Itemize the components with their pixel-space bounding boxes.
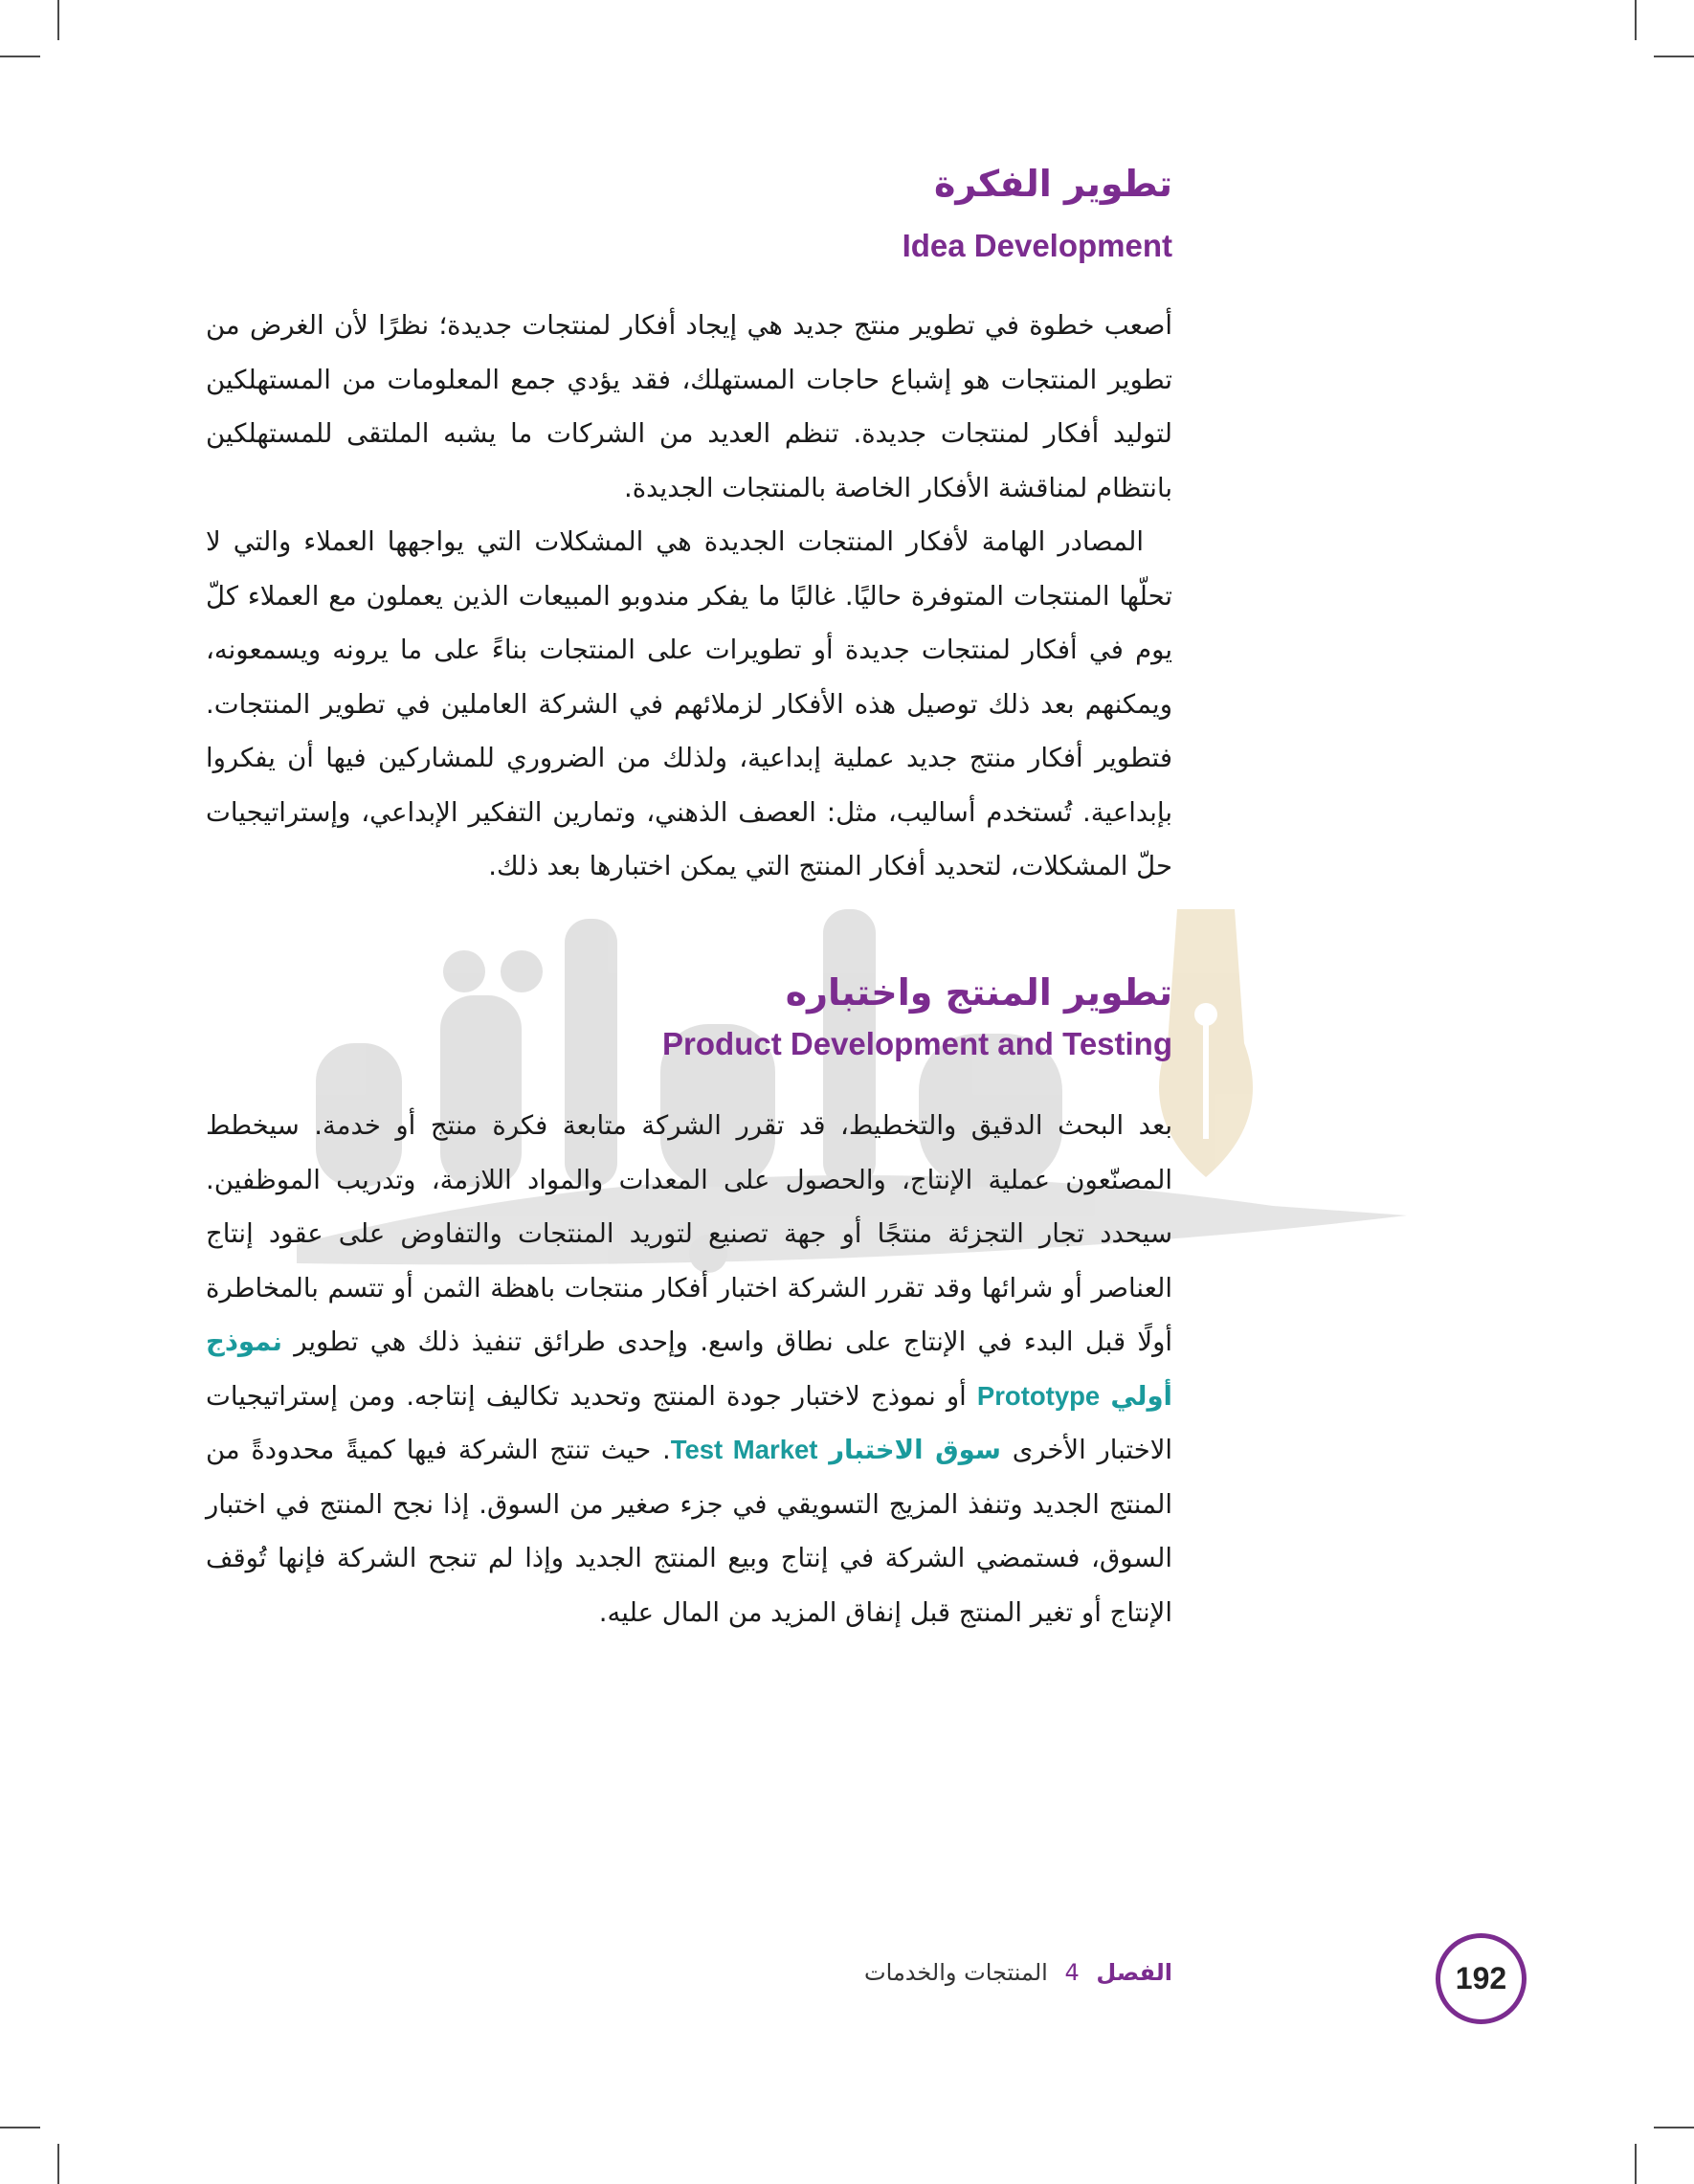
section2-text-part1: بعد البحث الدقيق والتخطيط، قد تقرر الشركة متابعة فكرة منتج أو خدمة. سيخطط المصنّعون عملية الإنتاج، والحصول على المعدات والمواد اللازمة، وتدريب الموظفين. سيحدد تجار التجزئة منتجًا أو جهة تصنيع لتوريد المنتجات والتفاوض على عقود إنتاج العناصر أو شرائها وقد تقرر الشركة اختبار أفكار منتجات باهظة الثمن أو تتسم بالمخاطرة أولًا قبل البدء في الإنتاج على نطاق واسع. وإحدى طرائق تنفيذ ذلك هي تطوير <box>206 1110 1172 1357</box>
section2-paragraph <box>206 1099 1172 1639</box>
term-test-market-en: Test Market <box>670 1435 818 1464</box>
section1-title-en: Idea Development <box>902 228 1172 263</box>
section2-title-en: Product Development and Testing <box>662 1026 1172 1061</box>
crop-mark-bottom-right-h <box>1654 2127 1694 2128</box>
section1-paragraph1: أصعب خطوة في تطوير منتج جديد هي إيجاد أفكار لمنتجات جديدة؛ نظرًا لأن الغرض من تطوير المنتجات هو إشباع حاجات المستهلك، فقد يؤدي جمع المعلومات من المستهلكين لتوليد أفكار لمنتجات جديدة. تنظم العديد من الشركات ما يشبه الملتقى للمستهلكين بانتظام لمناقشة الأفكار الخاصة بالمنتجات الجديدة. <box>206 310 1172 503</box>
section2-title-ar: تطوير المنتج واختباره <box>785 971 1172 1014</box>
term-prototype-ar: نموذج أولي <box>206 1326 1172 1412</box>
crop-mark-bottom-left-v <box>57 2144 59 2184</box>
footer-chapter-info <box>864 1959 1172 1986</box>
section1-paragraph2: المصادر الهامة لأفكار المنتجات الجديدة هي المشكلات التي يواجهها العملاء والتي لا تحلّها المنتجات المتوفرة حاليًا. غالبًا ما يفكر مندوبو المبيعات الذين يعملون مع العملاء كلّ يوم في أفكار لمنتجات جديدة أو تطويرات على المنتجات بناءً على ما يرونه ويسمعونه، ويمكنهم بعد ذلك توصيل هذه الأفكار لزملائهم في الشركة العاملين في تطوير المنتجات. فتطوير أفكار منتج جديد عملية إبداعية، ولذلك من الضروري للمشاركين فيها أن يفكروا بإبداعية. تُستخدم أساليب، مثل: العصف الذهني، وتمارين التفكير الإبداعي، وإستراتيجيات حلّ المشكلات، لتحديد أفكار المنتج التي يمكن اختبارها بعد ذلك. <box>206 526 1172 881</box>
crop-mark-top-left-v <box>57 0 59 40</box>
crop-mark-bottom-left-h <box>0 2127 40 2128</box>
term-test-market-ar: سوق الاختبار <box>829 1435 1001 1465</box>
crop-mark-top-left-h <box>0 56 40 57</box>
footer-chapter-number: 4 <box>1064 1959 1080 1986</box>
crop-mark-top-right-v <box>1635 0 1637 40</box>
section1-body <box>206 299 1172 894</box>
section2-text-part2: أو نموذج لاختبار جودة المنتج وتحديد تكاليف إنتاجه. ومن إستراتيجيات الاختبار الأخرى <box>206 1380 1173 1465</box>
page-number: 192 <box>1455 1961 1507 1995</box>
footer-chapter-label: الفصل <box>1096 1959 1172 1986</box>
page-number-badge <box>1436 1933 1527 2024</box>
term-prototype-en: Prototype <box>976 1380 1101 1411</box>
section2-body <box>206 1099 1172 1639</box>
crop-mark-top-right-h <box>1654 56 1694 57</box>
section1-title-ar: تطوير الفكرة <box>933 163 1172 205</box>
section2-text-part3: . حيث تنتج الشركة فيها كميةً محدودةً من المنتج الجديد وتنفذ المزيج التسويقي في جزء صغير من السوق. إذا نجح المنتج في اختبار السوق، فستمضي الشركة في إنتاج وبيع المنتج الجديد وإذا لم تنجح الشركة فإنها تُوقف الإنتاج أو تغير المنتج قبل إنفاق المزيد من المال عليه. <box>206 1435 1172 1628</box>
crop-mark-bottom-right-v <box>1635 2144 1637 2184</box>
footer-chapter-title: المنتجات والخدمات <box>864 1959 1048 1986</box>
